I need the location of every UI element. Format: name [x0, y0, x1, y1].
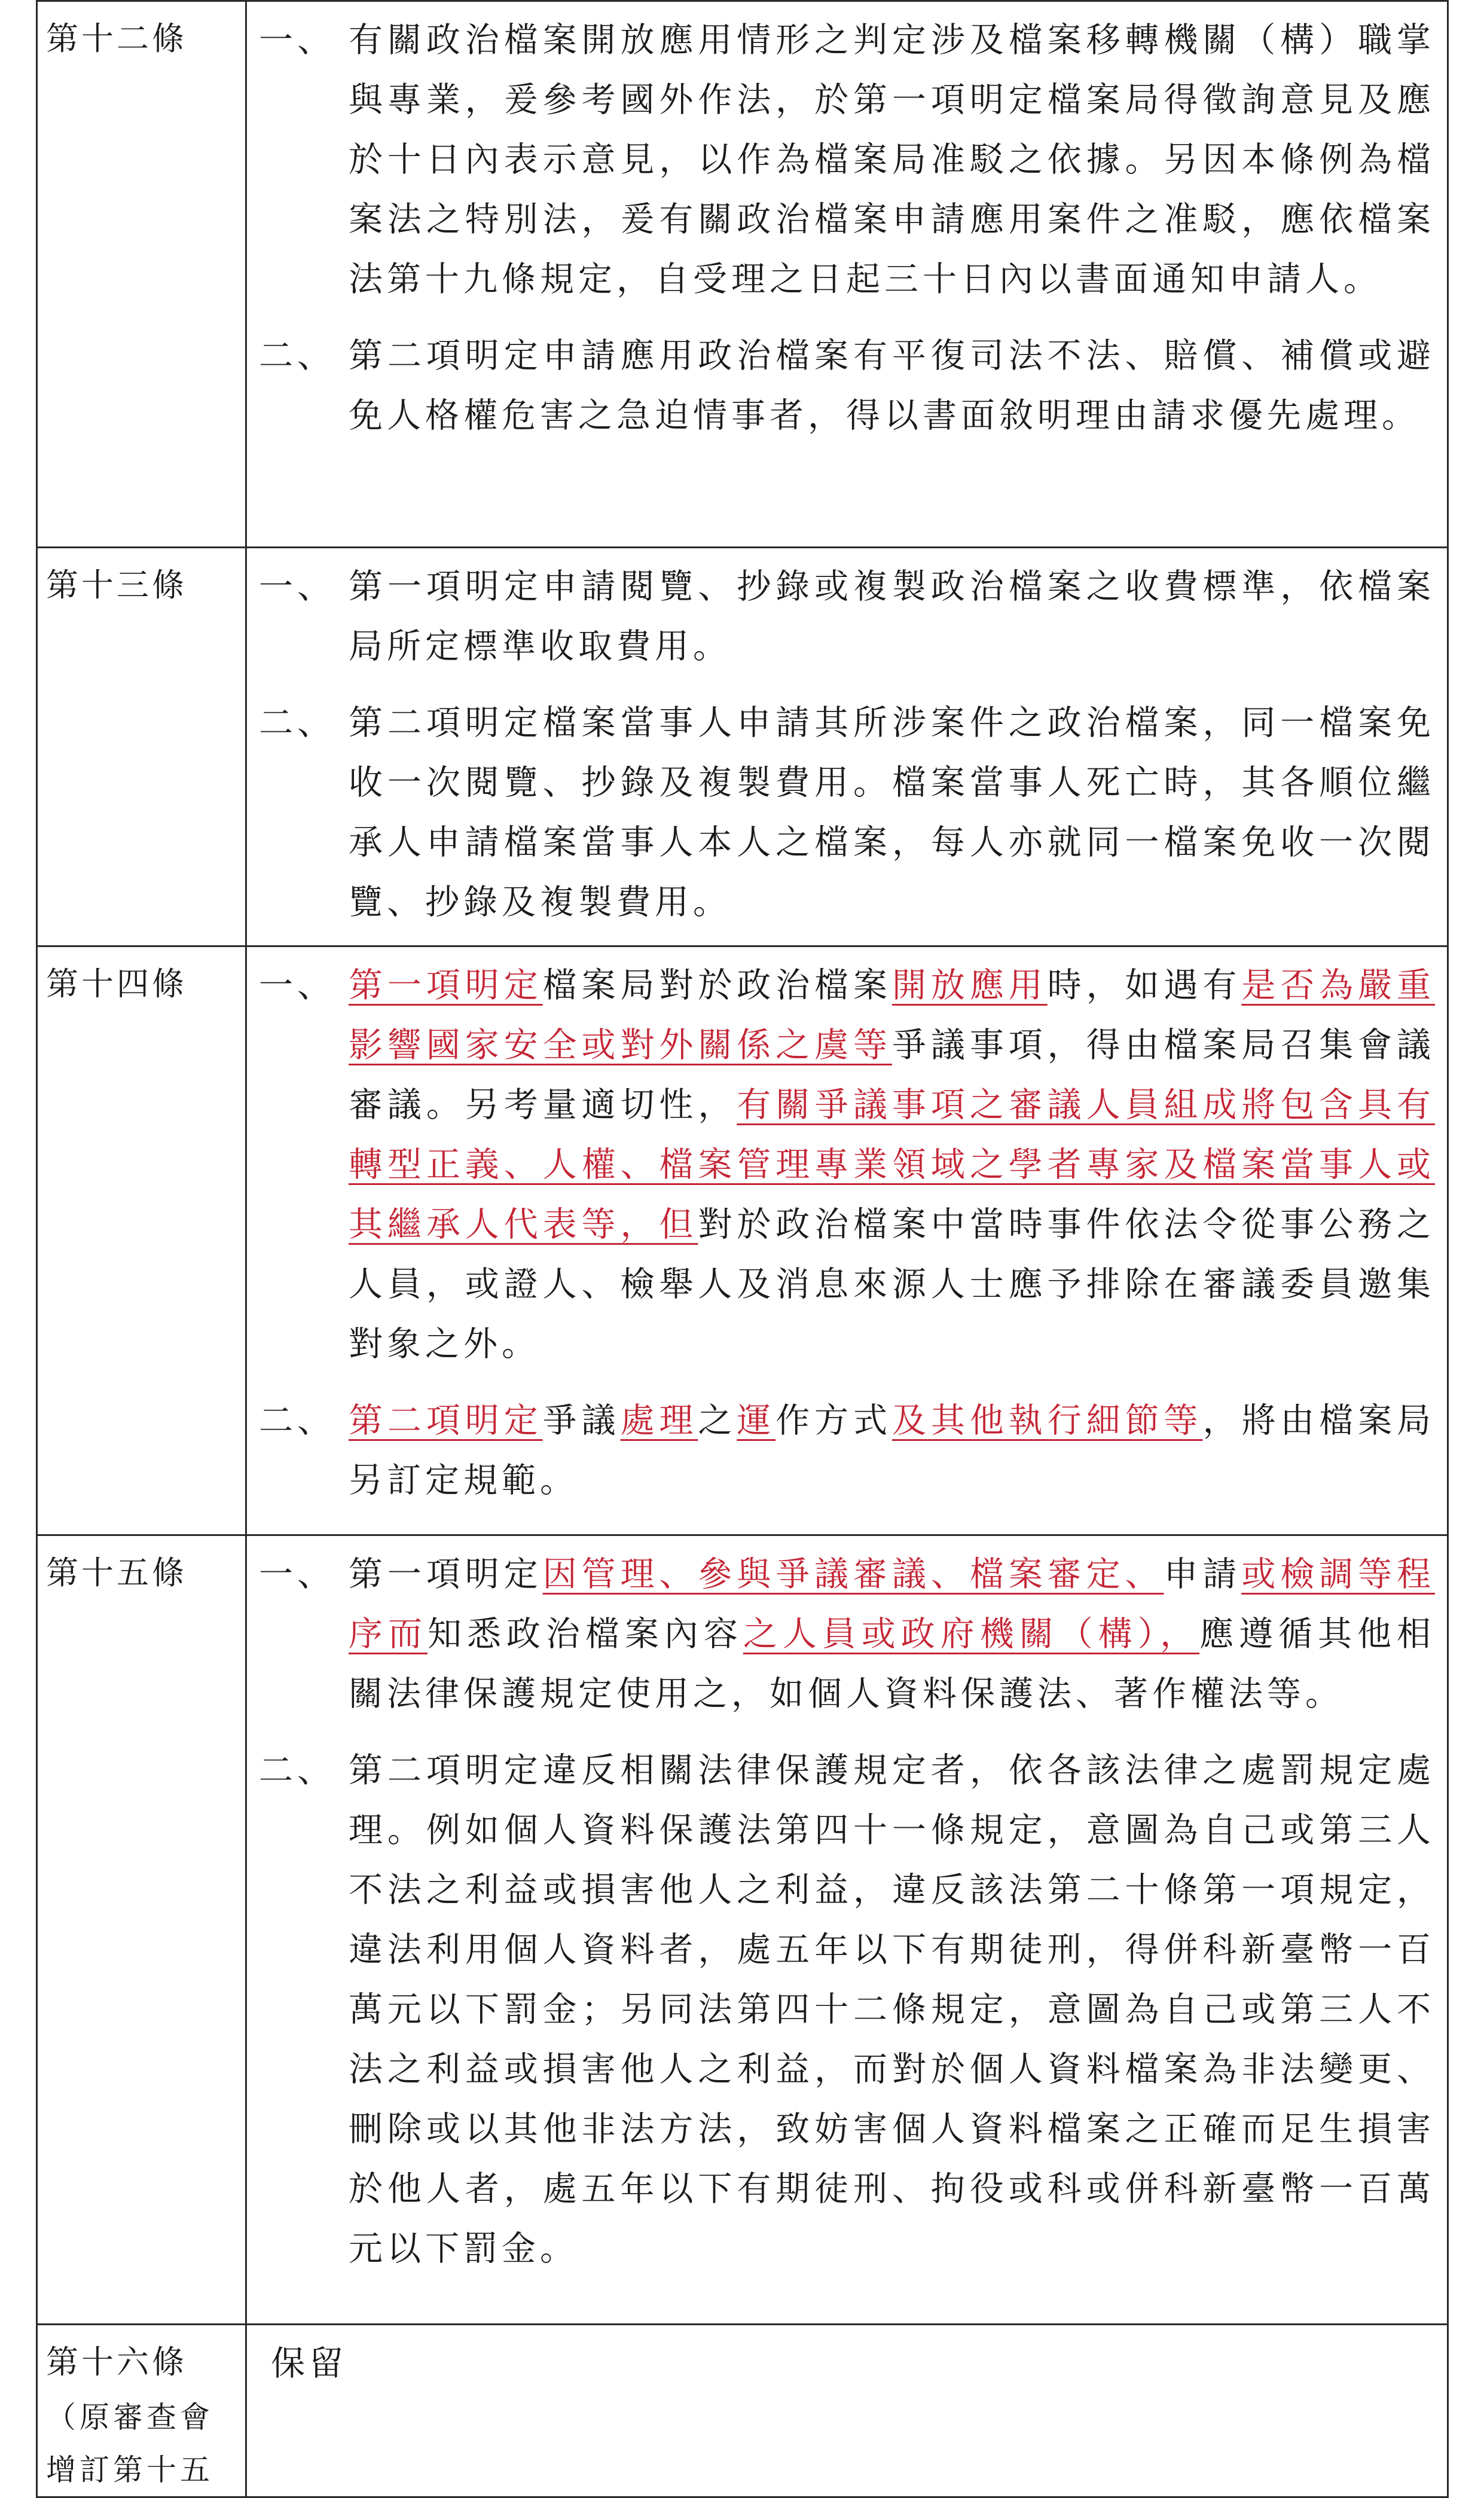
clause-number: 二、 [259, 703, 335, 743]
article-title: 第十六條 [46, 2343, 187, 2381]
clause-text: 檔案局對於政治檔案 [542, 966, 892, 1005]
article-cell [37, 1535, 246, 2325]
clause-text: 第一項明定 [349, 1555, 543, 1594]
article-row-15 [37, 1535, 1448, 2325]
article-cell [37, 548, 246, 946]
clause-text: ，將由檔案局另訂定規範。 [349, 1401, 1436, 1500]
amended-text: 開放應用 [891, 966, 1048, 1005]
article-cell [37, 946, 246, 1535]
clause-number: 二、 [259, 336, 335, 375]
explanation-clause [259, 1740, 1435, 2279]
clause-text: 應遵循其他相關法律保護規定使用之，如個人資料保護法、著作權法等。 [349, 1614, 1436, 1714]
clause-text: 有關政治檔案開放應用情形之判定涉及檔案移轉機關（構）職掌與專業，爰參考國外作法，於第一項明定檔案局得徵詢意見及應於十日內表示意見，以作為檔案局准駁之依據。另因本條例為檔案法之特別法，爰有關政治檔案申請應用案件之准駁，應依檔案法第十九條規定，自受理之日起三十日內以書面通知申請人。 [349, 20, 1435, 299]
explanation-clause [259, 326, 1435, 445]
explanation-cell [246, 2325, 1448, 2497]
amended-text: 及其他執行細節等 [892, 1401, 1203, 1440]
clause-list [247, 1536, 1447, 2292]
explanation-cell [246, 1, 1448, 548]
article-title: 第十四條 [46, 965, 187, 1003]
article-subtitle-line: （原審查會 [46, 2400, 213, 2435]
clause-list [247, 947, 1447, 1523]
article-title: 第十二條 [46, 20, 187, 57]
articles-table [36, 0, 1449, 2498]
clause-text: 申請 [1164, 1555, 1242, 1594]
clause-number: 一、 [259, 567, 335, 606]
amended-text: 因管理、參與爭議審議、檔案審定、 [542, 1555, 1164, 1594]
explanation-clause [259, 10, 1435, 309]
clause-list [247, 548, 1447, 945]
explanation-cell [246, 946, 1448, 1535]
amended-text: 或檢調等程序而 [349, 1555, 1436, 1654]
amended-text: 是否為嚴重影響國家安全或對外關係之虞等 [349, 966, 1436, 1065]
explanation-clause [259, 955, 1435, 1374]
explanation-clause [259, 1544, 1435, 1724]
article-row-13 [37, 548, 1448, 946]
amended-text: 處理 [620, 1401, 698, 1440]
article-subtitle-line: 增訂第十五 [46, 2453, 213, 2487]
clause-text: 作方式 [775, 1401, 893, 1440]
clause-text: 第二項明定檔案當事人申請其所涉案件之政治檔案，同一檔案免收一次閱覽、抄錄及複製費用。檔案當事人死亡時，其各順位繼承人申請檔案當事人本人之檔案，每人亦就同一檔案免收一次閱覽、抄錄及複製費用。 [349, 703, 1435, 922]
clause-text: 之 [698, 1401, 737, 1440]
amended-text: 第一項明定 [349, 966, 543, 1005]
article-cell [37, 1, 246, 548]
clause-number: 一、 [259, 20, 335, 60]
clause-text: 時，如遇有 [1047, 966, 1242, 1005]
article-row-14 [37, 946, 1448, 1535]
explanation-clause [259, 693, 1435, 932]
clause-text: 爭議 [542, 1401, 621, 1440]
clause-text: 對於政治檔案中當時事件依法令從事公務之人員，或證人、檢舉人及消息來源人士應予排除在審議委員邀集對象之外。 [349, 1205, 1436, 1364]
explanation-cell [246, 1535, 1448, 2325]
amended-text: 有關爭議事項之審議人員組成將包含具有轉型正義、人權、檔案管理專業領域之學者專家及檔案當事人或其繼承人代表等，但 [349, 1085, 1436, 1244]
clause-number: 一、 [259, 1555, 335, 1594]
amended-text: 之人員或政府機關（構）， [743, 1614, 1200, 1654]
explanation-clause [259, 1391, 1435, 1510]
article-cell [37, 2325, 246, 2497]
clause-text: 第二項明定違反相關法律保護規定者，依各該法律之處罰規定處理。例如個人資料保護法第四十一條規定，意圖為自己或第三人不法之利益或損害他人之利益，違反該法第二十條第一項規定，違法利用個人資料者，處五年以下有期徒刑，得併科新臺幣一百萬元以下罰金；另同法第四十二條規定，意圖為自己或第三人不法之利益或損害他人之利益，而對於個人資料檔案為非法變更、刪除或以其他非法方法，致妨害個人資料檔案之正確而足生損害於他人者，處五年以下有期徒刑、拘役或科或併科新臺幣一百萬元以下罰金。 [349, 1751, 1435, 2268]
clause-text: 知悉政治檔案內容 [427, 1614, 743, 1654]
article-title: 第十五條 [46, 1554, 187, 1592]
clause-number: 二、 [259, 1751, 335, 1790]
clause-text: 第二項明定申請應用政治檔案有平復司法不法、賠償、補償或避免人格權危害之急迫情事者，得以書面敘明理由請求優先處理。 [349, 336, 1435, 435]
clause-number: 一、 [259, 966, 335, 1005]
clause-text: 第一項明定申請閱覽、抄錄或複製政治檔案之收費標準，依檔案局所定標準收取費用。 [349, 567, 1435, 666]
article-title: 第十三條 [46, 566, 187, 604]
clause-list [247, 2, 1447, 459]
reserved-text: 保留 [271, 2344, 347, 2383]
explanation-cell [246, 548, 1448, 946]
clause-number: 二、 [259, 1401, 335, 1440]
article-row-12 [37, 1, 1448, 548]
explanation-clause [259, 557, 1435, 676]
clause-text: 爭議事項，得由檔案局召集會議審議。另考量適切性， [349, 1025, 1436, 1125]
amended-text: 運 [737, 1401, 776, 1440]
amended-text: 第二項明定 [349, 1401, 543, 1440]
article-row-16 [37, 2325, 1448, 2497]
